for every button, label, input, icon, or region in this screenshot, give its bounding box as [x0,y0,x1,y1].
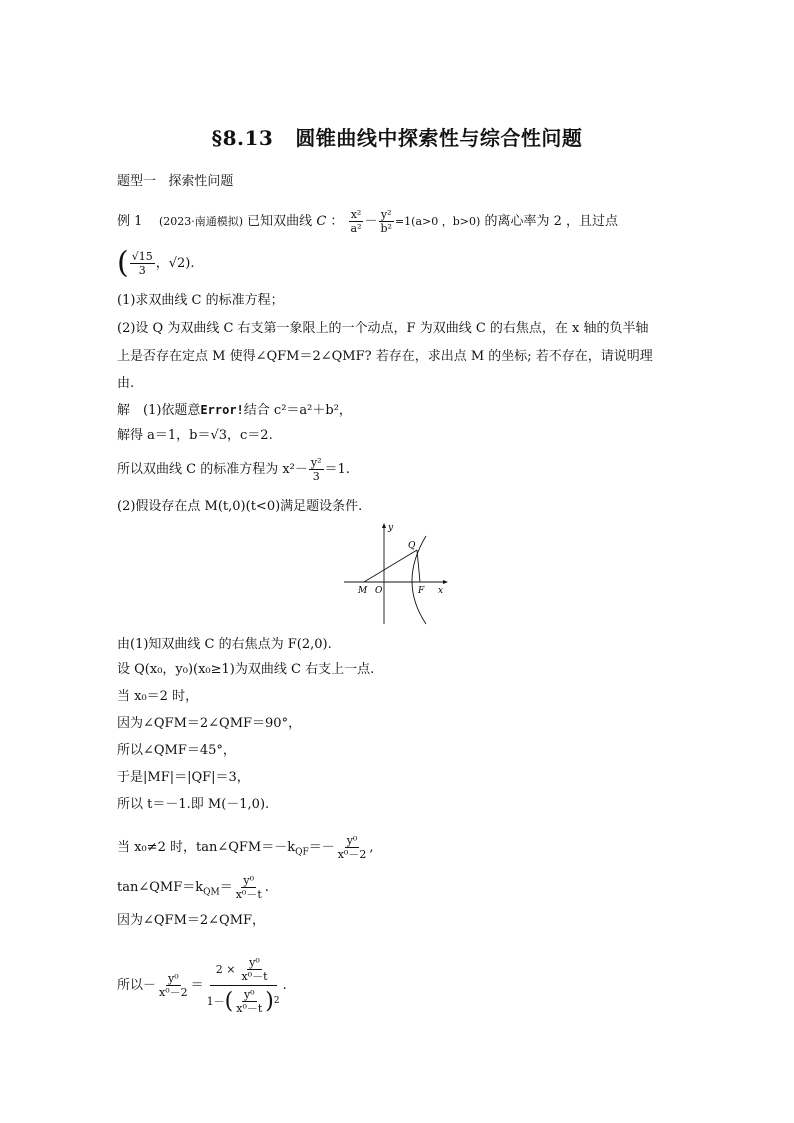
y-axis-arrow-icon [382,523,386,528]
x-axis-arrow-icon [443,580,448,584]
fraction-y2-b2: $\frac{\text{y²}}{\text{b²}}$ [380,208,392,235]
solution-line-2: 解得 a＝1，b＝√3，c＝2. [117,428,273,443]
question-2-line-1: (2)设 Q 为双曲线 C 右支第一象限上的一个动点，F 为双曲线 C 的右焦点，在 x 轴的负半轴 [117,321,649,336]
question-2-line-3: 由. [117,376,135,391]
solution-line-3: 所以双曲线 C 的标准方程为 x²－ $\frac{\text{y²}}{3}$ ＝1. [117,456,350,483]
solution-line-11: 所以 t＝－1.即 M(－1,0). [117,797,270,812]
question-1: (1)求双曲线 C 的标准方程； [117,293,284,308]
solution-line-12: 当 x₀≠2 时，$\tan\angle QFM=-k_{QF}=-$ $\frac{\text{y⁰}}{\text{x⁰－2}}$ , [117,834,374,861]
label-y: y [388,523,394,533]
solution-line-14: 因为∠QFM＝2∠QMF， [117,913,266,928]
segment-MQ [364,550,417,582]
label-Q: Q [408,541,416,551]
error-text: Error! [200,403,244,417]
fraction-y0-x0m2: $\frac{\text{y⁰}}{\text{x⁰－2}}$ [337,834,367,861]
label-x: x [438,586,444,596]
example-point: ( $\frac{√15}{3}$ ，√2). [117,245,195,281]
segment-QF [417,550,420,582]
solution-line-13: $\tan\angle QMF=k_{QM}=$ $\frac{\text{y⁰}}{\text{x⁰－t}}$ . [117,874,269,901]
label-F: F [418,586,425,596]
solution-line-10: 于是|MF|＝|QF|＝3， [117,770,250,785]
example-line-1: 例 1 (2023·南通模拟) 已知双曲线 C ： $\frac{\text{x²}}{\text{a²}}$ － $\frac{\text{y²}}{\text{b²}}$ =1(a>0 ，b>0) 的离心率为 2 ，且过点 [117,208,618,235]
hyperbola-diagram [340,520,452,628]
question-2-line-2: 上是否存在定点 M 使得∠QFM＝2∠QMF? 若存在，求出点 M 的坐标; 若不存在，请说明理 [117,349,653,364]
solution-line-9: 所以∠QMF＝45°， [117,743,236,758]
solution-line-8: 因为∠QFM＝2∠QMF＝90°， [117,716,302,731]
section-number: §8.13 [211,126,274,150]
example-source: (2023·南通模拟) [158,215,244,228]
page-title [0,122,794,151]
double-angle-fraction: 2 × $\frac{\text{y⁰}}{\text{x⁰－t}}$ 1－ ( $\frac{\text{y⁰}}{\text{x⁰－t}}$ ) 2 [206,956,280,1015]
label-O: O [375,586,383,596]
fraction-sqrt15-3: $\frac{√15}{3}$ [131,250,153,277]
title-text: 圆锥曲线中探索性与综合性问题 [295,126,583,150]
question-type-heading: 题型一 探索性问题 [117,174,234,189]
solution-line-6: 设 Q(x₀，y₀)(x₀≥1)为双曲线 C 右支上一点. [117,662,375,677]
fraction-y0-x0mt: $\frac{\text{y⁰}}{\text{x⁰－t}}$ [235,874,262,901]
example-label: 例 1 [117,214,143,229]
solution-line-5: 由(1)知双曲线 C 的右焦点为 F(2,0). [117,637,332,652]
solution-line-4: (2)假设存在点 M(t,0)(t<0)满足题设条件. [117,499,363,514]
solution-line-7: 当 x₀＝2 时， [117,689,199,704]
solution-line-1: 解 (1)依题意Error!结合 c²＝a²＋b²， [117,403,352,418]
fraction-y2-3: $\frac{\text{y²}}{3}$ [310,456,322,483]
label-M: M [358,586,368,596]
fraction-y0-x0m2-b: $\frac{\text{y⁰}}{\text{x⁰－2}}$ [159,972,188,999]
fraction-x2-a2: $\frac{\text{x²}}{\text{a²}}$ [350,208,362,235]
solution-line-15: 所以－ $\frac{\text{y⁰}}{\text{x⁰－2}}$ ＝ 2 × $\frac{\text{y⁰}}{\text{x⁰－t}}$ 1－ ( $\frac{\text{y⁰}}{\text{x⁰－t}}$ ) 2 . [117,956,287,1015]
